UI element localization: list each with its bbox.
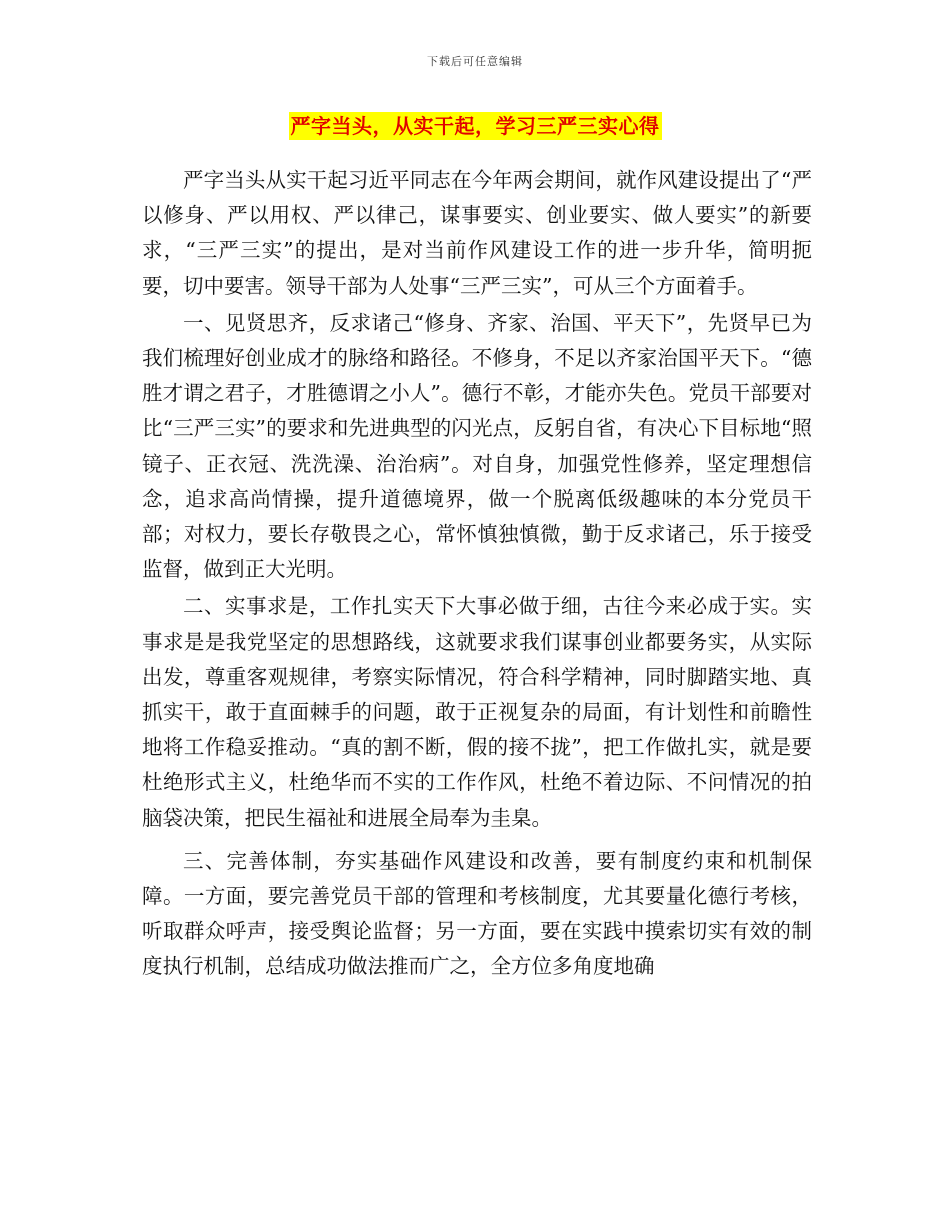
document-title: 严字当头，从实干起，学习三严三实心得	[290, 114, 660, 138]
paragraph-section-3: 三、完善体制，夯实基础作风建设和改善，要有制度约束和机制保障。一方面，要完善党员干部的管理和考核制度，尤其要量化德行考核，听取群众呼声，接受舆论监督；另一方面，要在实践中摸索切实有效的制度执行机制，总结成功做法推而广之，全方位多角度地确	[142, 848, 812, 979]
paragraph-section-2: 二、实事求是，工作扎实天下大事必做于细，古往今来必成于实。实事求是是我党坚定的思想路线，这就要求我们谋事创业都要务实，从实际出发，尊重客观规律，考察实际情况，符合科学精神，同时脚踏实地、真抓实干，敢于直面棘手的问题，敢于正视复杂的局面，有计划性和前瞻性地将工作稳妥推动。“真的割不断，假的接不拢”，把工作做扎实，就是要杜绝形式主义，杜绝华而不实的工作作风，杜绝不着边际、不问情况的拍脑袋决策，把民生福祉和进展全局奉为圭臬。	[142, 594, 812, 830]
paragraph-intro: 严字当头从实干起习近平同志在今年两会期间，就作风建设提出了“严以修身、严以用权、严以律己，谋事要实、创业要实、做人要实”的新要求，“三严三实”的提出，是对当前作风建设工作的进一步升华，简明扼要，切中要害。领导干部为人处事“三严三实”，可从三个方面着手。	[142, 168, 812, 298]
title-container	[0, 112, 950, 140]
paragraph-section-1: 一、见贤思齐，反求诸己“修身、齐家、治国、平天下”，先贤早已为我们梳理好创业成才的脉络和路径。不修身，不足以齐家治国平天下。“德胜才谓之君子，才胜德谓之小人”。德行不彰，才能亦失色。党员干部要对比“三严三实”的要求和先进典型的闪光点，反躬自省，有决心下目标地“照镜子、正衣冠、洗洗澡、治治病”。对自身，加强党性修养，坚定理想信念，追求高尚情操，提升道德境界，做一个脱离低级趣味的本分党员干部；对权力，要长存敬畏之心，常怀慎独慎微，勤于反求诸己，乐于接受监督，做到正大光明。	[142, 310, 812, 582]
document-body	[142, 163, 812, 987]
header-note: 下载后可任意编辑	[427, 55, 523, 68]
